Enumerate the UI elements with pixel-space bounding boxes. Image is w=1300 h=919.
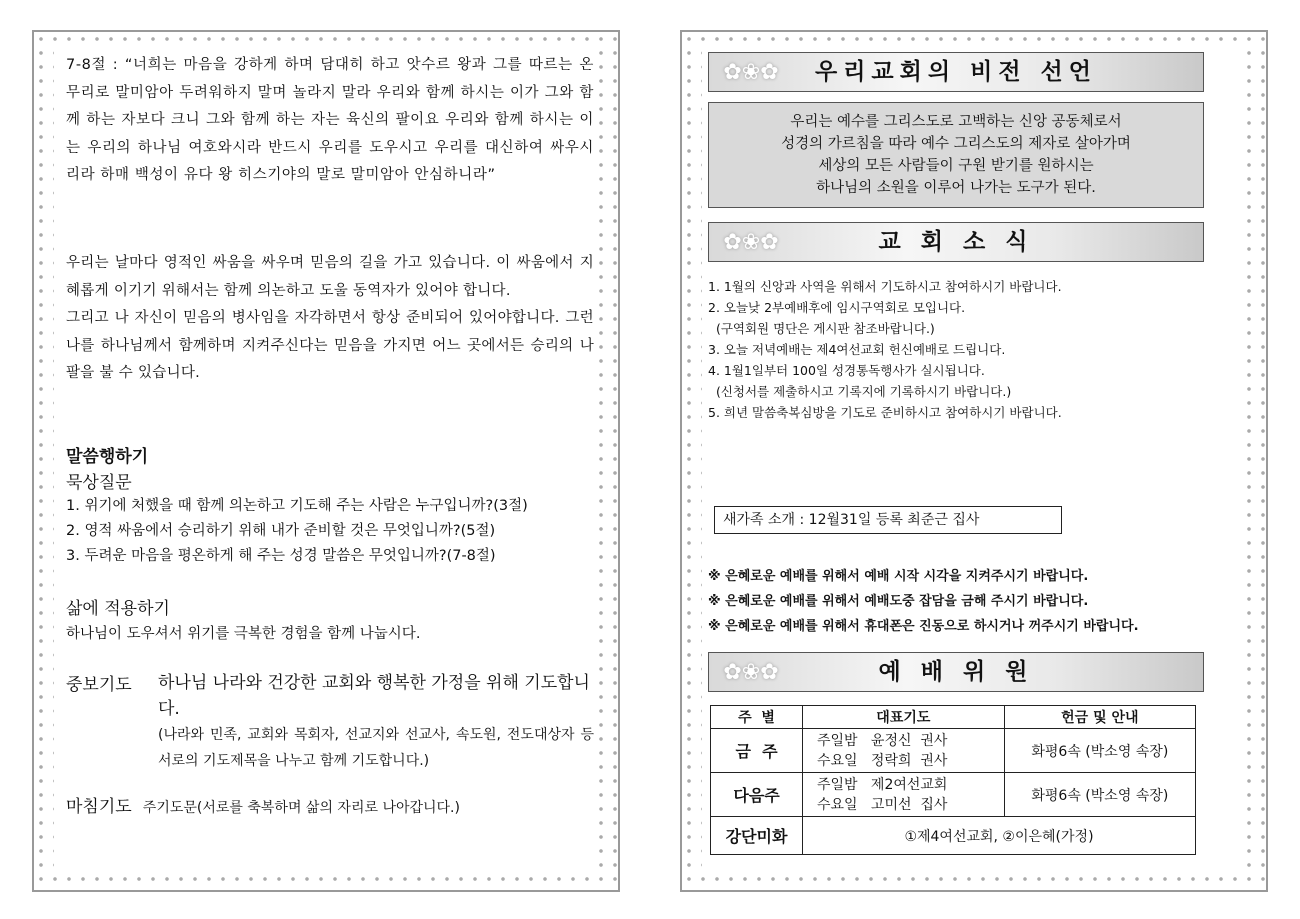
prayer-leader: 수요일 고미선 집사 <box>817 796 948 813</box>
left-page <box>32 30 620 892</box>
table-row <box>711 817 1196 855</box>
paragraph-2: 그리고 나 자신이 믿음의 병사임을 자각하면서 항상 준비되어 있어야합니다. 그런 나를 하나님께서 함께하며 지켜주신다는 믿음을 가지면 어느 곳에서든 승리의 나팔을 불 수 있습니다. <box>66 310 594 381</box>
table-row <box>711 729 1196 773</box>
header-offering: 헌금 및 안내 <box>1004 706 1195 729</box>
question-list <box>66 494 594 569</box>
vision-line-2: 성경의 가르침을 따라 예수 그리스도의 제자로 살아가며 <box>781 136 1131 152</box>
closing-text: 주기도문(서로를 축복하며 삶의 자리로 나아갑니다.) <box>142 800 460 816</box>
news-item: (신청서를 제출하시고 기록지에 기록하시기 바랍니다.) <box>708 384 1012 399</box>
vision-statement <box>708 102 1204 208</box>
meditation-heading: 묵상질문 <box>66 473 132 493</box>
right-page-content <box>682 32 1266 890</box>
vision-line-3: 세상의 모든 사람들이 구원 받기를 원하시는 <box>818 158 1094 174</box>
offering-cell: 화평6속 (박소영 속장) <box>1004 729 1195 773</box>
apply-text: 하나님이 도우셔서 위기를 극복한 경험을 함께 나눕시다. <box>66 626 421 642</box>
prayer-cell <box>803 729 1005 773</box>
table-header-row <box>711 706 1196 729</box>
apply-heading: 삶에 적용하기 <box>66 599 170 619</box>
vision-line-4: 하나님의 소원을 이루어 나가는 도구가 된다. <box>816 180 1096 196</box>
flower-icon: ✿❀✿ <box>723 660 779 685</box>
intercession-main: 하나님 나라와 건강한 교회와 행복한 가정을 위해 기도합니다. <box>158 673 590 719</box>
notice-item: ※ 은혜로운 예배를 위해서 예배 시작 시각을 지켜주시기 바랍니다. <box>708 569 1089 584</box>
practice-heading: 말씀행하기 <box>66 447 149 467</box>
roster-title: 예 배 위 원 <box>878 659 1034 685</box>
intercession-label: 중보기도 <box>66 675 132 695</box>
question-2: 2. 영적 싸움에서 승리하기 위해 내가 준비할 것은 무엇입니까?(5절) <box>66 523 496 539</box>
vision-line-1: 우리는 예수를 그리스도로 고백하는 신앙 공동체로서 <box>790 114 1122 130</box>
new-family-intro: 새가족 소개 : 12월31일 등록 최준근 집사 <box>714 506 1062 534</box>
table-row <box>711 773 1196 817</box>
flower-icon: ✿❀✿ <box>723 230 779 255</box>
notice-item: ※ 은혜로운 예배를 위해서 예배도중 잡담을 금해 주시기 바랍니다. <box>708 594 1089 609</box>
closing-label: 마침기도 <box>66 797 132 817</box>
prayer-leader: 주일밤 윤정신 권사 <box>817 732 948 749</box>
flower-value-cell: ①제4여선교회, ②이은혜(가정) <box>803 817 1196 855</box>
vision-banner <box>708 52 1204 92</box>
news-item: 1. 1월의 신앙과 사역을 위해서 기도하시고 참여하시기 바랍니다. <box>708 279 1062 294</box>
scripture-passage: 7-8절 : “너희는 마음을 강하게 하며 담대히 하고 앗수르 왕과 그를 따르는 온 무리로 말미암아 두려워하지 말며 놀라지 말라 우리와 함께 하시는 이가 그와 함께 하는 자보다 크니 그와 함께 하는 자는 육신의 팔이요 우리와 함께 하시는 이는 우리의 하나님 여호와시라 반드시 우리를 도우시고 우리를 대신하여 싸우시리라 하매 백성이 유다 왕 히스기야의 말로 말미암아 안심하니라” <box>66 57 594 183</box>
closing-prayer <box>66 792 460 817</box>
worship-roster-table <box>710 705 1196 855</box>
prayer-leader: 수요일 정락희 권사 <box>817 752 948 769</box>
paragraph-1: 우리는 날마다 영적인 싸움을 싸우며 믿음의 길을 가고 있습니다. 이 싸움에서 지혜롭게 이기기 위해서는 함께 의논하고 도울 동역자가 있어야 합니다. <box>66 255 594 299</box>
notice-item: ※ 은혜로운 예배를 위해서 휴대폰은 진동으로 하시거나 꺼주시기 바랍니다. <box>708 619 1139 634</box>
header-prayer: 대표기도 <box>803 706 1005 729</box>
vision-title: 우리교회의 비전 선언 <box>815 59 1097 85</box>
news-item: (구역회원 명단은 게시판 참조바랍니다.) <box>708 321 935 336</box>
news-item: 3. 오늘 저녁예배는 제4여선교회 헌신예배로 드립니다. <box>708 342 1006 357</box>
news-item: 4. 1월1일부터 100일 성경통독행사가 실시됩니다. <box>708 363 985 378</box>
question-3: 3. 두려운 마음을 평온하게 해 주는 성경 말씀은 무엇입니까?(7-8절) <box>66 548 496 564</box>
intercession-detail: (나라와 민족, 교회와 목회자, 선교지와 선교사, 속도원, 전도대상자 등 서로의 기도제목을 나누고 함께 기도합니다.) <box>158 727 594 769</box>
news-title: 교 회 소 식 <box>878 229 1034 255</box>
right-page <box>680 30 1268 892</box>
week-cell: 금 주 <box>711 729 803 773</box>
news-item: 5. 희년 말씀축복심방을 기도로 준비하시고 참여하시기 바랍니다. <box>708 405 1062 420</box>
news-list <box>708 276 1204 423</box>
news-banner <box>708 222 1204 262</box>
prayer-leader: 주일밤 제2여선교회 <box>817 776 948 793</box>
offering-cell: 화평6속 (박소영 속장) <box>1004 773 1195 817</box>
question-1: 1. 위기에 처했을 때 함께 의논하고 기도해 주는 사람은 누구입니까?(3절) <box>66 498 528 514</box>
worship-notices <box>708 564 1204 639</box>
prayer-cell <box>803 773 1005 817</box>
flower-icon: ✿❀✿ <box>723 60 779 85</box>
sermon-paragraphs <box>66 250 594 388</box>
left-page-content <box>54 48 598 874</box>
week-cell: 다음주 <box>711 773 803 817</box>
header-week: 주 별 <box>711 706 803 729</box>
roster-banner <box>708 652 1204 692</box>
news-item: 2. 오늘낮 2부예배후에 임시구역회로 모입니다. <box>708 300 966 315</box>
flower-label-cell: 강단미화 <box>711 817 803 855</box>
